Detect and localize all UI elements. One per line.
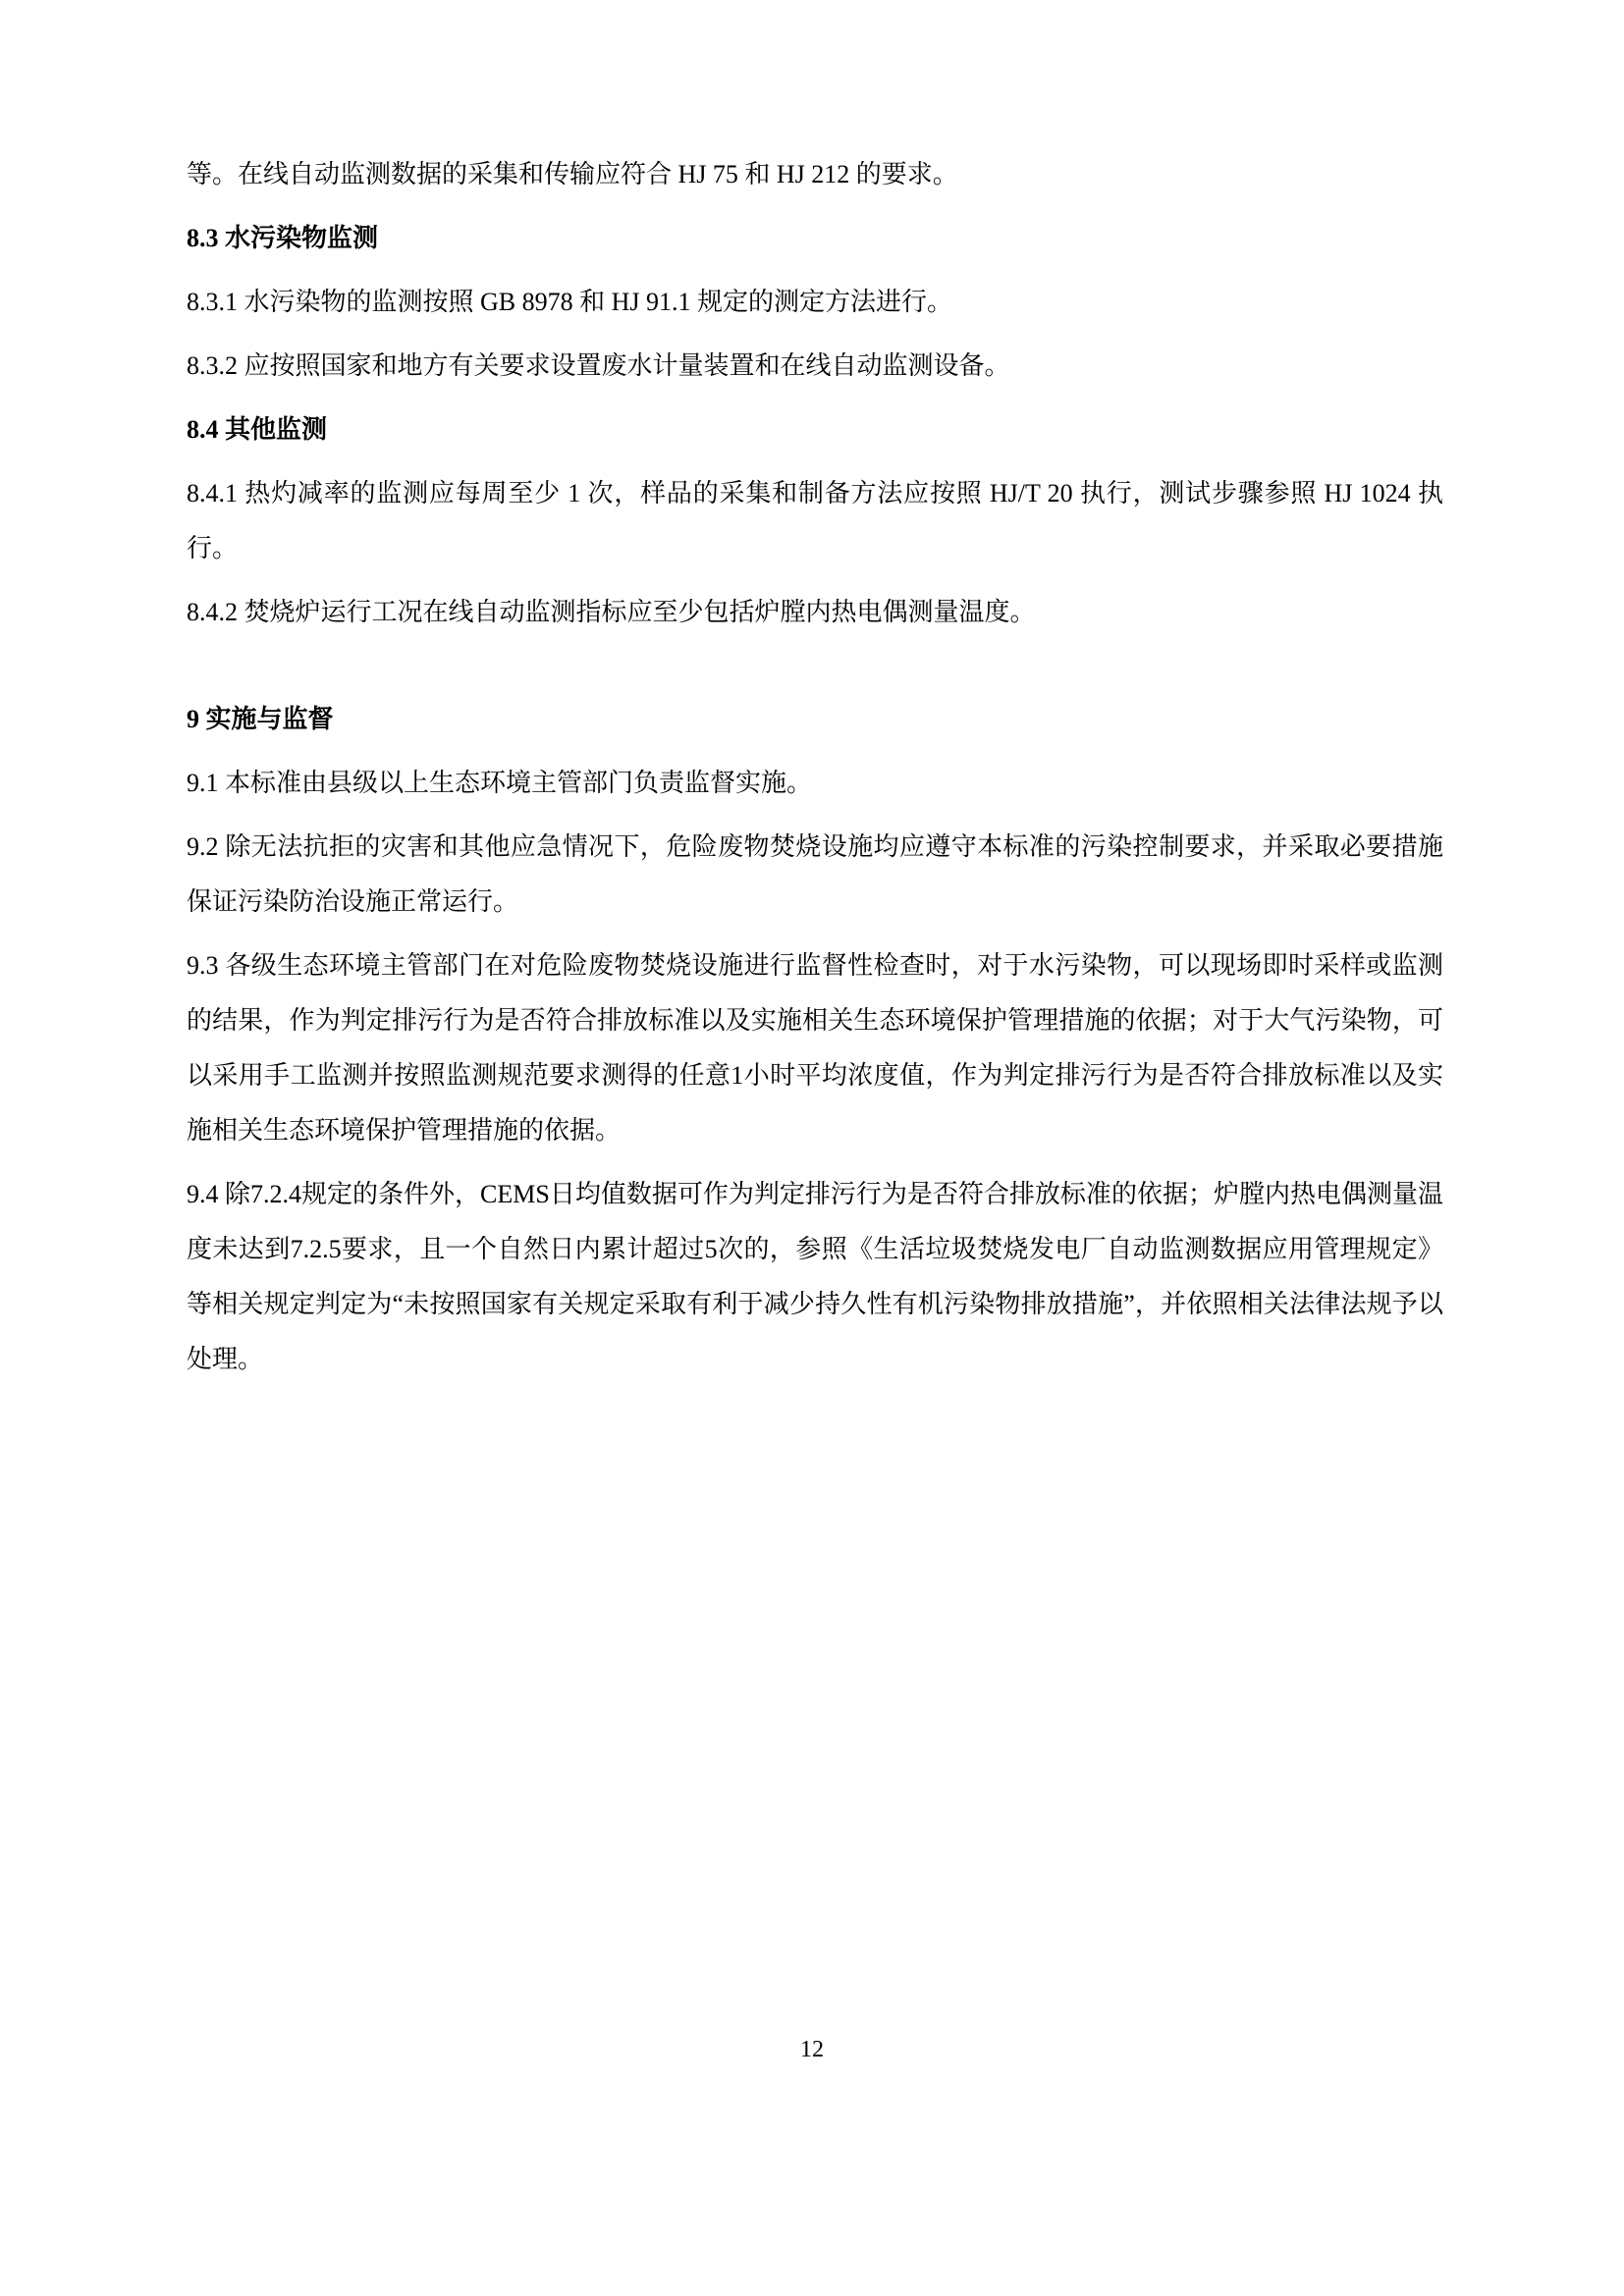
paragraph-8-4-2: 8.4.2 焚烧炉运行工况在线自动监测指标应至少包括炉膛内热电偶测量温度。 [187,598,1036,626]
document-body [187,147,1443,1387]
paragraph-8-2-continued: 等。在线自动监测数据的采集和传输应符合 HJ 75 和 HJ 212 的要求。 [187,160,958,188]
paragraph-8-3-1: 8.3.1 水污染物的监测按照 GB 8978 和 HJ 91.1 规定的测定方法进行。 [187,288,953,316]
heading-8-4: 8.4 其他监测 [187,415,328,444]
paragraph-9-3: 9.3 各级生态环境主管部门在对危险废物焚烧设施进行监督性检查时，对于水污染物，可以现场即时采样或监测的结果，作为判定排污行为是否符合排放标准以及实施相关生态环境保护管理措施的依据；对于大气污染物，可以采用手工监测并按照监测规范要求测得的任意1小时平均浓度值，作为判定排污行为是否符合排放标准以及实施相关生态环境保护管理措施的依据。 [187,951,1443,1145]
section-spacer [187,649,1443,692]
heading-9: 9 实施与监督 [187,705,334,733]
paragraph-9-4: 9.4 除7.2.4规定的条件外，CEMS日均值数据可作为判定排污行为是否符合排放标准的依据；炉膛内热电偶测量温度未达到7.2.5要求，且一个自然日内累计超过5次的，参照《生活垃圾焚烧发电厂自动监测数据应用管理规定》等相关规定判定为“未按照国家有关规定采取有利于减少持久性有机污染物排放措施”，并依照相关法律法规予以处理。 [187,1180,1443,1373]
heading-8-3: 8.3 水污染物监测 [187,224,379,252]
paragraph-8-4-1: 8.4.1 热灼减率的监测应每周至少 1 次，样品的采集和制备方法应按照 HJ/T 20 执行，测试步骤参照 HJ 1024 执行。 [187,479,1443,562]
paragraph-9-2: 9.2 除无法抗拒的灾害和其他应急情况下，危险废物焚烧设施均应遵守本标准的污染控制要求，并采取必要措施保证污染防治设施正常运行。 [187,832,1443,916]
paragraph-9-1: 9.1 本标准由县级以上生态环境主管部门负责监督实施。 [187,769,813,797]
page-number: 12 [800,2037,824,2062]
paragraph-8-3-2: 8.3.2 应按照国家和地方有关要求设置废水计量装置和在线自动监测设备。 [187,351,1010,380]
